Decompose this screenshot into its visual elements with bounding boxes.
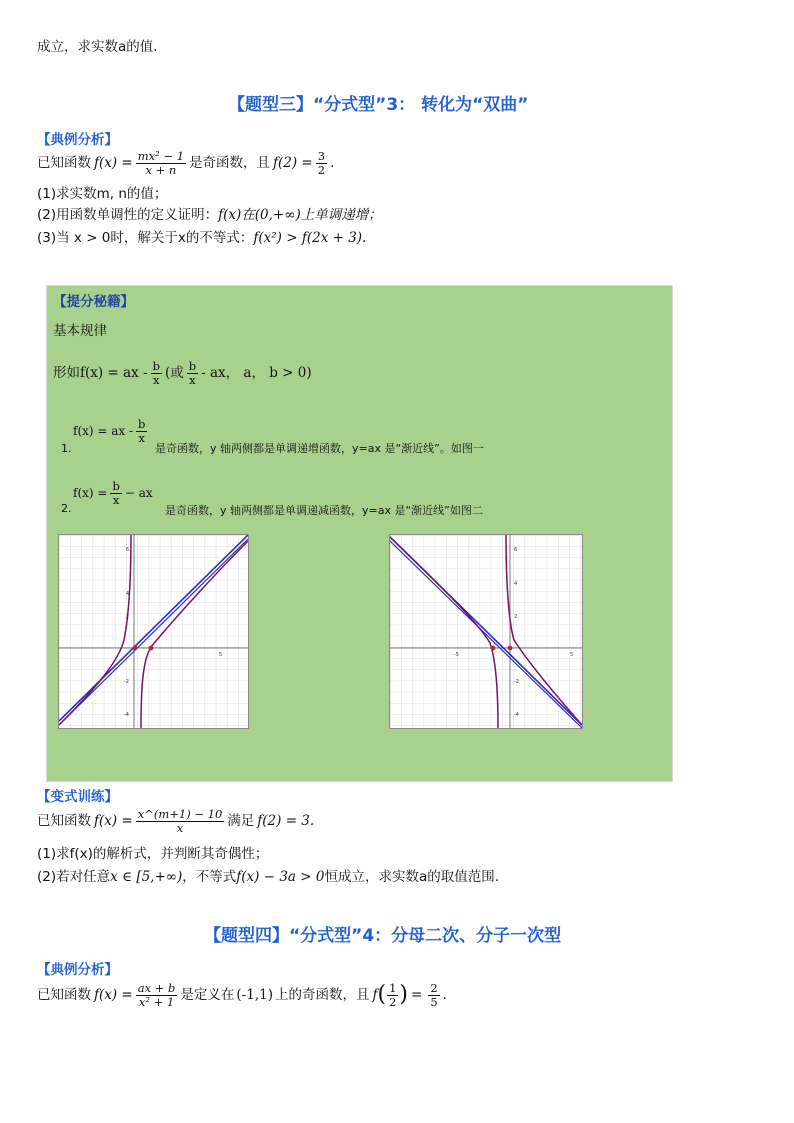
item-2-x: x [112, 492, 120, 507]
graph-1-tick-y-6: 6 [125, 547, 129, 553]
example-numerator: mx² − 1 [137, 148, 185, 163]
graph-1 [58, 534, 249, 729]
rule-form-suffix: - ax， a， b > 0) [201, 365, 312, 381]
variant-func: f(x) = [94, 813, 133, 829]
section-4-mid: 是定义在 [180, 987, 235, 1003]
variant-mid: 满足 [227, 813, 255, 829]
continuation-line: 成立，求实数a的值． [37, 39, 167, 55]
graph-1-tick-y-neg2: -2 [124, 679, 129, 685]
question-2-math: f(x)在(0,+∞)上单调递增； [218, 207, 382, 223]
graph-1-svg [59, 535, 248, 728]
section-4-cond-func: f [372, 987, 378, 1003]
question-3 [37, 229, 366, 247]
rule-form-b1: b [152, 358, 160, 373]
question-3-text: (3)当 x > 0时，解关于x的不等式： [37, 230, 254, 246]
variant-q2-c: ，不等式 [182, 869, 237, 885]
graph-1-tick-y-2: 2 [125, 614, 129, 620]
variant-tag: 【变式训练】 [37, 789, 118, 805]
section-4-cond-fraction [428, 982, 439, 1009]
rule-form-x1: x [153, 372, 160, 387]
item-2-b: b [112, 478, 120, 493]
section-3-title: 【题型三】“分式型”3： 转化为“双曲” [228, 95, 529, 115]
graph-2-point-left [491, 646, 496, 651]
section-4-example-tag: 【典例分析】 [37, 962, 118, 978]
rule-form-x2: x [189, 372, 196, 387]
item-1-func: f(x) = ax - [73, 424, 134, 438]
item-2-number: 2. [61, 502, 72, 515]
variant-q2-e: 恒成立，求实数a的取值范围. [324, 869, 500, 885]
rule-title: 基本规律 [53, 323, 107, 339]
section-4-denominator: x² + 1 [138, 994, 175, 1009]
section-4-cond-den: 5 [430, 994, 438, 1009]
graph-1-point-right [149, 646, 154, 651]
item-1-x: x [138, 430, 145, 445]
section-4-statement: 已知函数 f(x) = $\frac{ax + b}{\text{x² + 1}}$ 是定义在 (-1,1) 上的奇函数，且 f ( $\frac{1}{2}$ ) = $\frac{2}{5}$ . [37, 980, 447, 1009]
graph-1-point-left [133, 646, 138, 651]
variant-fraction [136, 808, 225, 835]
graph-1-tick-y-neg4: -4 [124, 712, 129, 718]
tips-box [46, 285, 673, 782]
example-fraction [136, 150, 186, 177]
item-1-fraction [136, 418, 147, 445]
example-condition: f(2) = [273, 155, 313, 171]
variant-intro: 已知函数 [37, 813, 91, 829]
graph-2-tick-y-6: 6 [514, 547, 518, 553]
graph-2-tick-y-2: 2 [514, 614, 518, 620]
example-denominator: x + n [145, 162, 177, 177]
section-4-interval: (-1,1) [236, 987, 273, 1003]
item-1-number: 1. [61, 442, 72, 455]
section-4-cond-inner-fraction [387, 982, 398, 1009]
item-2-fraction [110, 480, 121, 507]
graph-1-tick-y-4: 4 [125, 591, 129, 597]
item-2-formula [73, 476, 153, 510]
section-4-cond-inner-den: 2 [389, 994, 397, 1009]
example-condition-numerator: 3 [317, 148, 326, 163]
section-4-intro: 已知函数 [37, 987, 91, 1003]
question-3-math: f(x²) > f(2x + 3). [253, 230, 367, 246]
section-4-cond-inner-num: 1 [389, 980, 397, 995]
example-mid: 是奇函数，且 [189, 155, 271, 171]
question-1: (1)求实数m, n的值； [37, 186, 168, 202]
item-2-after: − ax [124, 486, 153, 500]
question-2 [37, 206, 382, 224]
variant-numerator: x^(m+1) − 10 [137, 806, 223, 821]
example-intro: 已知函数 [37, 155, 91, 171]
example-statement: 已知函数 f(x) = $\frac{\text{mx² − 1}}{x + n}$ 是奇函数，且 f(2) = $\frac{3}{2}$ . [37, 148, 335, 177]
section-4-fraction [136, 982, 178, 1009]
graph-2-tick-x-neg5: -5 [454, 652, 459, 658]
variant-question-2 [37, 868, 499, 886]
section-4-title: 【题型四】“分式型”4：分母二次、分子一次型 [204, 926, 562, 946]
example-analysis-tag: 【典例分析】 [37, 132, 118, 148]
variant-q2-d: f(x) − 3a > 0 [236, 869, 325, 885]
variant-condition: f(2) = 3. [257, 813, 315, 829]
rule-form-b2: b [188, 358, 197, 373]
example-condition-denominator: 2 [317, 162, 326, 177]
graph-2-tick-x-5: 5 [570, 652, 574, 658]
tips-tag: 【提分秘籍】 [53, 294, 134, 310]
graph-2-tick-y-4: 4 [514, 581, 518, 587]
graph-2-tick-y-neg4: -4 [514, 712, 519, 718]
rule-form-prefix: 形如f(x) = ax - [53, 365, 148, 381]
example-func: f(x) = [94, 155, 133, 171]
variant-denominator: x [176, 820, 184, 835]
rule-form-fraction-2 [187, 360, 198, 387]
variant-q2-b: x ∈ [5,+∞) [110, 869, 183, 885]
item-1-text: 是奇函数，y 轴两侧都是单调递增函数，y=ax 是“渐近线”。如图一 [155, 442, 484, 455]
section-4-cond-num: 2 [430, 980, 438, 995]
rule-form-mid: (或 [164, 365, 184, 381]
graph-1-tick-x-5: 5 [219, 652, 223, 658]
section-4-mid2: 上的奇函数，且 [274, 987, 370, 1003]
item-1-formula [73, 414, 150, 448]
section-4-func: f(x) = [94, 987, 133, 1003]
rule-form-fraction-1 [151, 360, 162, 387]
question-2-text: (2)用函数单调性的定义证明： [37, 207, 219, 223]
graph-2 [389, 534, 583, 729]
section-4-numerator: ax + b [137, 980, 176, 995]
item-2-func: f(x) = [73, 486, 108, 500]
graph-2-tick-y-neg2: -2 [514, 679, 519, 685]
item-2-text: 是奇函数，y 轴两侧都是单调递减函数，y=ax 是“渐近线”如图二 [165, 504, 483, 517]
variant-statement [37, 804, 314, 838]
graph-2-point-right [508, 646, 513, 651]
graph-2-svg [390, 535, 582, 728]
item-1-b: b [138, 416, 146, 431]
rule-form [53, 356, 312, 390]
variant-q2-a: (2)若对任意 [37, 869, 111, 885]
example-condition-fraction [316, 150, 327, 177]
variant-question-1: (1)求f(x)的解析式，并判断其奇偶性； [37, 846, 269, 862]
section-4-cond-eq: = [411, 987, 423, 1003]
